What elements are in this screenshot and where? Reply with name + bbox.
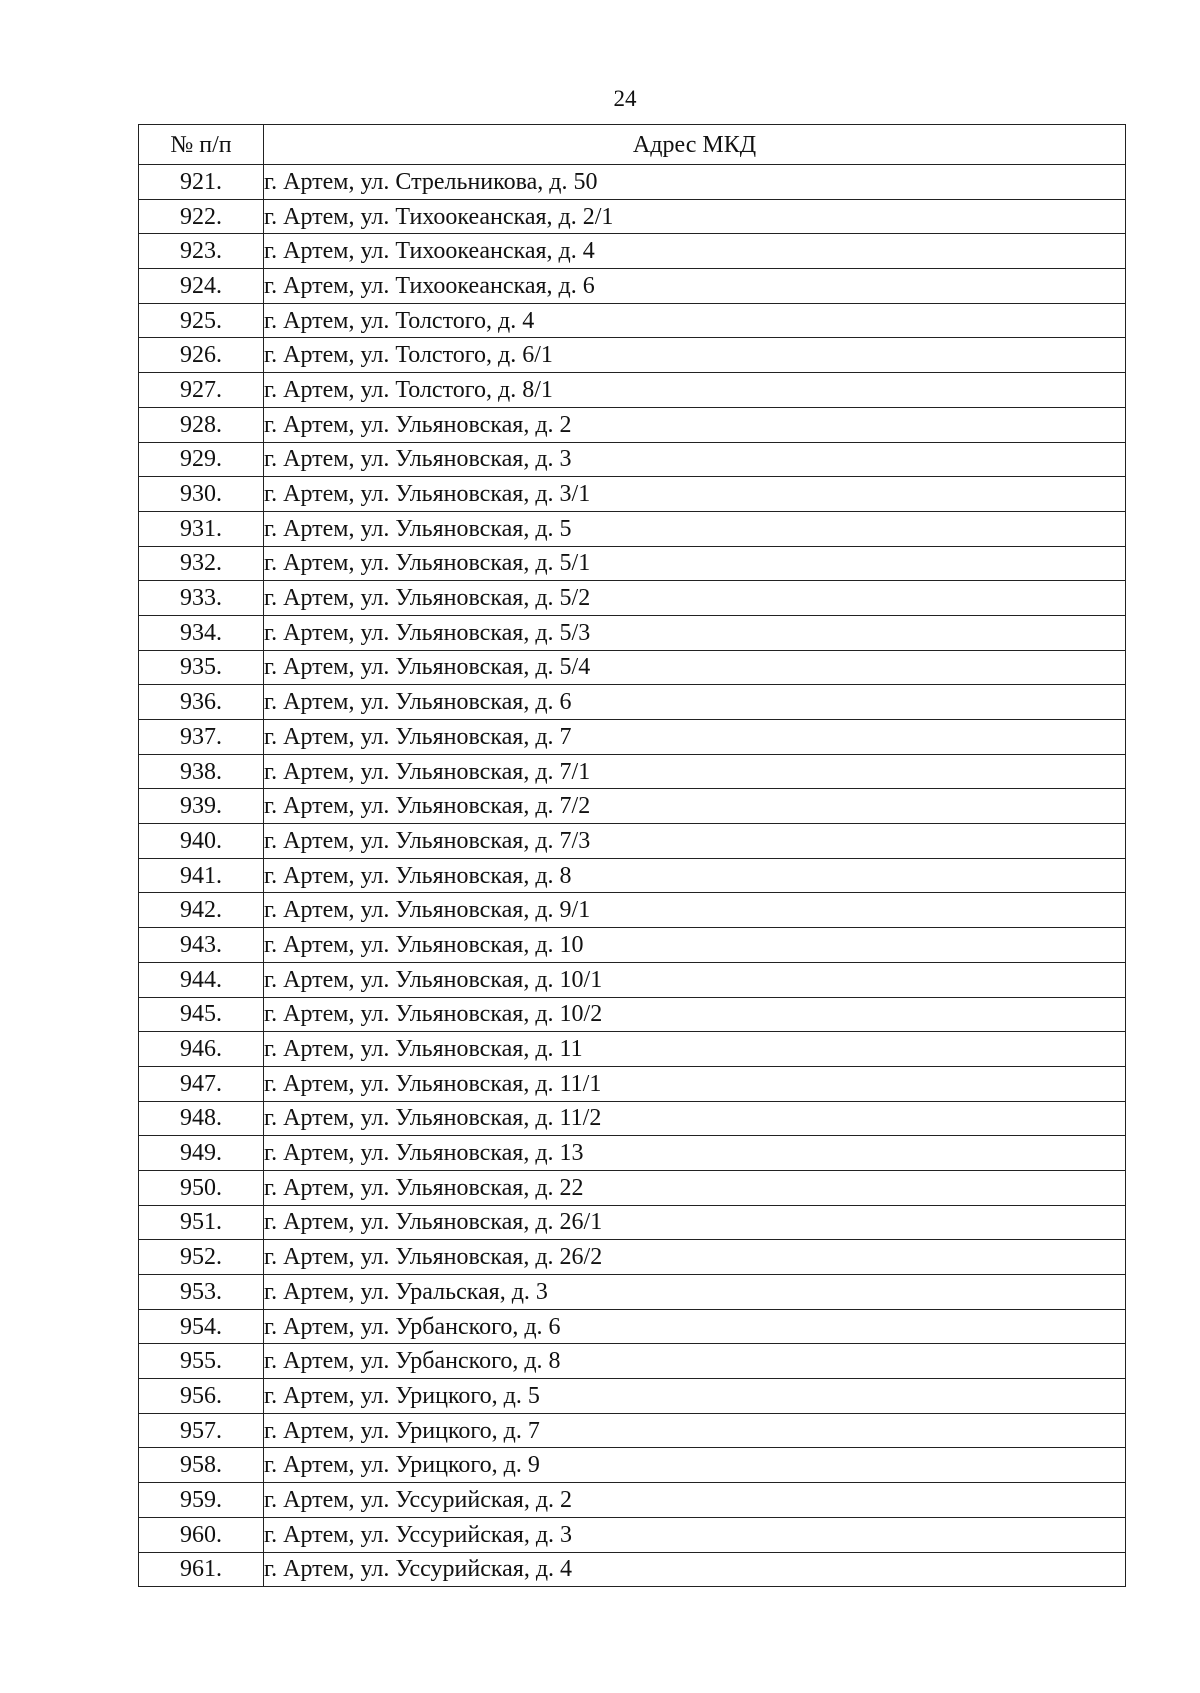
row-number: 928.	[139, 407, 264, 442]
row-number: 960.	[139, 1517, 264, 1552]
table-row	[139, 685, 1126, 720]
table-row	[139, 1483, 1126, 1518]
row-address: г. Артем, ул. Ульяновская, д. 10	[264, 928, 1126, 963]
column-header-number: № п/п	[139, 125, 264, 165]
table-row	[139, 997, 1126, 1032]
row-address: г. Артем, ул. Ульяновская, д. 10/2	[264, 997, 1126, 1032]
table-row	[139, 1136, 1126, 1171]
row-number: 950.	[139, 1170, 264, 1205]
table-row	[139, 581, 1126, 616]
row-address: г. Артем, ул. Толстого, д. 8/1	[264, 373, 1126, 408]
row-number: 933.	[139, 581, 264, 616]
row-address: г. Артем, ул. Урбанского, д. 8	[264, 1344, 1126, 1379]
row-number: 931.	[139, 511, 264, 546]
table-row	[139, 1066, 1126, 1101]
row-address: г. Артем, ул. Ульяновская, д. 7	[264, 720, 1126, 755]
table-row	[139, 789, 1126, 824]
row-address: г. Артем, ул. Ульяновская, д. 5	[264, 511, 1126, 546]
row-address: г. Артем, ул. Ульяновская, д. 11	[264, 1032, 1126, 1067]
table-row	[139, 1344, 1126, 1379]
table-row	[139, 442, 1126, 477]
table-row	[139, 338, 1126, 373]
row-number: 944.	[139, 962, 264, 997]
table-body	[139, 165, 1126, 1587]
row-address: г. Артем, ул. Тихоокеанская, д. 2/1	[264, 199, 1126, 234]
row-address: г. Артем, ул. Ульяновская, д. 13	[264, 1136, 1126, 1171]
row-number: 926.	[139, 338, 264, 373]
table-row	[139, 893, 1126, 928]
row-number: 956.	[139, 1379, 264, 1414]
table-row	[139, 546, 1126, 581]
row-address: г. Артем, ул. Ульяновская, д. 22	[264, 1170, 1126, 1205]
row-number: 954.	[139, 1309, 264, 1344]
table-row	[139, 407, 1126, 442]
row-number: 930.	[139, 477, 264, 512]
table-row	[139, 1275, 1126, 1310]
row-address: г. Артем, ул. Уссурийская, д. 3	[264, 1517, 1126, 1552]
row-address: г. Артем, ул. Ульяновская, д. 26/2	[264, 1240, 1126, 1275]
row-number: 934.	[139, 615, 264, 650]
table-row	[139, 303, 1126, 338]
row-number: 929.	[139, 442, 264, 477]
table-header	[139, 125, 1126, 165]
row-number: 943.	[139, 928, 264, 963]
table-row	[139, 1240, 1126, 1275]
table-row	[139, 199, 1126, 234]
row-number: 947.	[139, 1066, 264, 1101]
row-number: 948.	[139, 1101, 264, 1136]
row-address: г. Артем, ул. Ульяновская, д. 6	[264, 685, 1126, 720]
row-address: г. Артем, ул. Ульяновская, д. 3/1	[264, 477, 1126, 512]
row-number: 951.	[139, 1205, 264, 1240]
row-number: 953.	[139, 1275, 264, 1310]
table-row	[139, 1309, 1126, 1344]
table-row	[139, 234, 1126, 269]
row-number: 940.	[139, 824, 264, 859]
row-number: 932.	[139, 546, 264, 581]
row-number: 942.	[139, 893, 264, 928]
table-row	[139, 1413, 1126, 1448]
row-address: г. Артем, ул. Толстого, д. 4	[264, 303, 1126, 338]
header-row	[139, 125, 1126, 165]
row-number: 949.	[139, 1136, 264, 1171]
row-number: 936.	[139, 685, 264, 720]
table-row	[139, 1170, 1126, 1205]
table-row	[139, 1552, 1126, 1587]
row-address: г. Артем, ул. Ульяновская, д. 5/3	[264, 615, 1126, 650]
row-address: г. Артем, ул. Ульяновская, д. 5/4	[264, 650, 1126, 685]
table-row	[139, 1032, 1126, 1067]
page-number: 24	[613, 86, 637, 111]
table-row	[139, 650, 1126, 685]
row-number: 961.	[139, 1552, 264, 1587]
row-address: г. Артем, ул. Ульяновская, д. 11/2	[264, 1101, 1126, 1136]
row-address: г. Артем, ул. Ульяновская, д. 8	[264, 858, 1126, 893]
row-number: 957.	[139, 1413, 264, 1448]
row-address: г. Артем, ул. Уссурийская, д. 4	[264, 1552, 1126, 1587]
row-address: г. Артем, ул. Ульяновская, д. 9/1	[264, 893, 1126, 928]
row-number: 924.	[139, 269, 264, 304]
row-number: 937.	[139, 720, 264, 755]
table-row	[139, 928, 1126, 963]
row-address: г. Артем, ул. Ульяновская, д. 26/1	[264, 1205, 1126, 1240]
row-number: 935.	[139, 650, 264, 685]
row-number: 959.	[139, 1483, 264, 1518]
table-row	[139, 858, 1126, 893]
row-address: г. Артем, ул. Ульяновская, д. 11/1	[264, 1066, 1126, 1101]
row-address: г. Артем, ул. Ульяновская, д. 5/1	[264, 546, 1126, 581]
row-address: г. Артем, ул. Тихоокеанская, д. 6	[264, 269, 1126, 304]
address-table	[138, 124, 1126, 1587]
row-number: 955.	[139, 1344, 264, 1379]
row-number: 921.	[139, 165, 264, 200]
table-row	[139, 511, 1126, 546]
row-address: г. Артем, ул. Толстого, д. 6/1	[264, 338, 1126, 373]
row-address: г. Артем, ул. Урицкого, д. 7	[264, 1413, 1126, 1448]
table-row	[139, 477, 1126, 512]
row-address: г. Артем, ул. Ульяновская, д. 7/2	[264, 789, 1126, 824]
row-number: 922.	[139, 199, 264, 234]
row-number: 958.	[139, 1448, 264, 1483]
table-row	[139, 1101, 1126, 1136]
row-address: г. Артем, ул. Стрельникова, д. 50	[264, 165, 1126, 200]
table-row	[139, 1379, 1126, 1414]
row-number: 941.	[139, 858, 264, 893]
row-number: 923.	[139, 234, 264, 269]
column-header-address: Адрес МКД	[264, 125, 1126, 165]
table-row	[139, 720, 1126, 755]
row-number: 927.	[139, 373, 264, 408]
row-address: г. Артем, ул. Урицкого, д. 5	[264, 1379, 1126, 1414]
table-row	[139, 962, 1126, 997]
row-address: г. Артем, ул. Ульяновская, д. 10/1	[264, 962, 1126, 997]
row-address: г. Артем, ул. Ульяновская, д. 5/2	[264, 581, 1126, 616]
table-row	[139, 269, 1126, 304]
row-address: г. Артем, ул. Тихоокеанская, д. 4	[264, 234, 1126, 269]
row-number: 938.	[139, 754, 264, 789]
row-address: г. Артем, ул. Уральская, д. 3	[264, 1275, 1126, 1310]
row-address: г. Артем, ул. Ульяновская, д. 7/1	[264, 754, 1126, 789]
table-row	[139, 615, 1126, 650]
row-number: 925.	[139, 303, 264, 338]
table-row	[139, 1517, 1126, 1552]
table-row	[139, 824, 1126, 859]
row-number: 952.	[139, 1240, 264, 1275]
row-address: г. Артем, ул. Уссурийская, д. 2	[264, 1483, 1126, 1518]
row-address: г. Артем, ул. Урицкого, д. 9	[264, 1448, 1126, 1483]
row-address: г. Артем, ул. Ульяновская, д. 3	[264, 442, 1126, 477]
row-number: 945.	[139, 997, 264, 1032]
table-row	[139, 1205, 1126, 1240]
row-address: г. Артем, ул. Ульяновская, д. 7/3	[264, 824, 1126, 859]
table-row	[139, 1448, 1126, 1483]
table-row	[139, 754, 1126, 789]
table-row	[139, 373, 1126, 408]
row-number: 946.	[139, 1032, 264, 1067]
table-row	[139, 165, 1126, 200]
row-number: 939.	[139, 789, 264, 824]
row-address: г. Артем, ул. Ульяновская, д. 2	[264, 407, 1126, 442]
row-address: г. Артем, ул. Урбанского, д. 6	[264, 1309, 1126, 1344]
